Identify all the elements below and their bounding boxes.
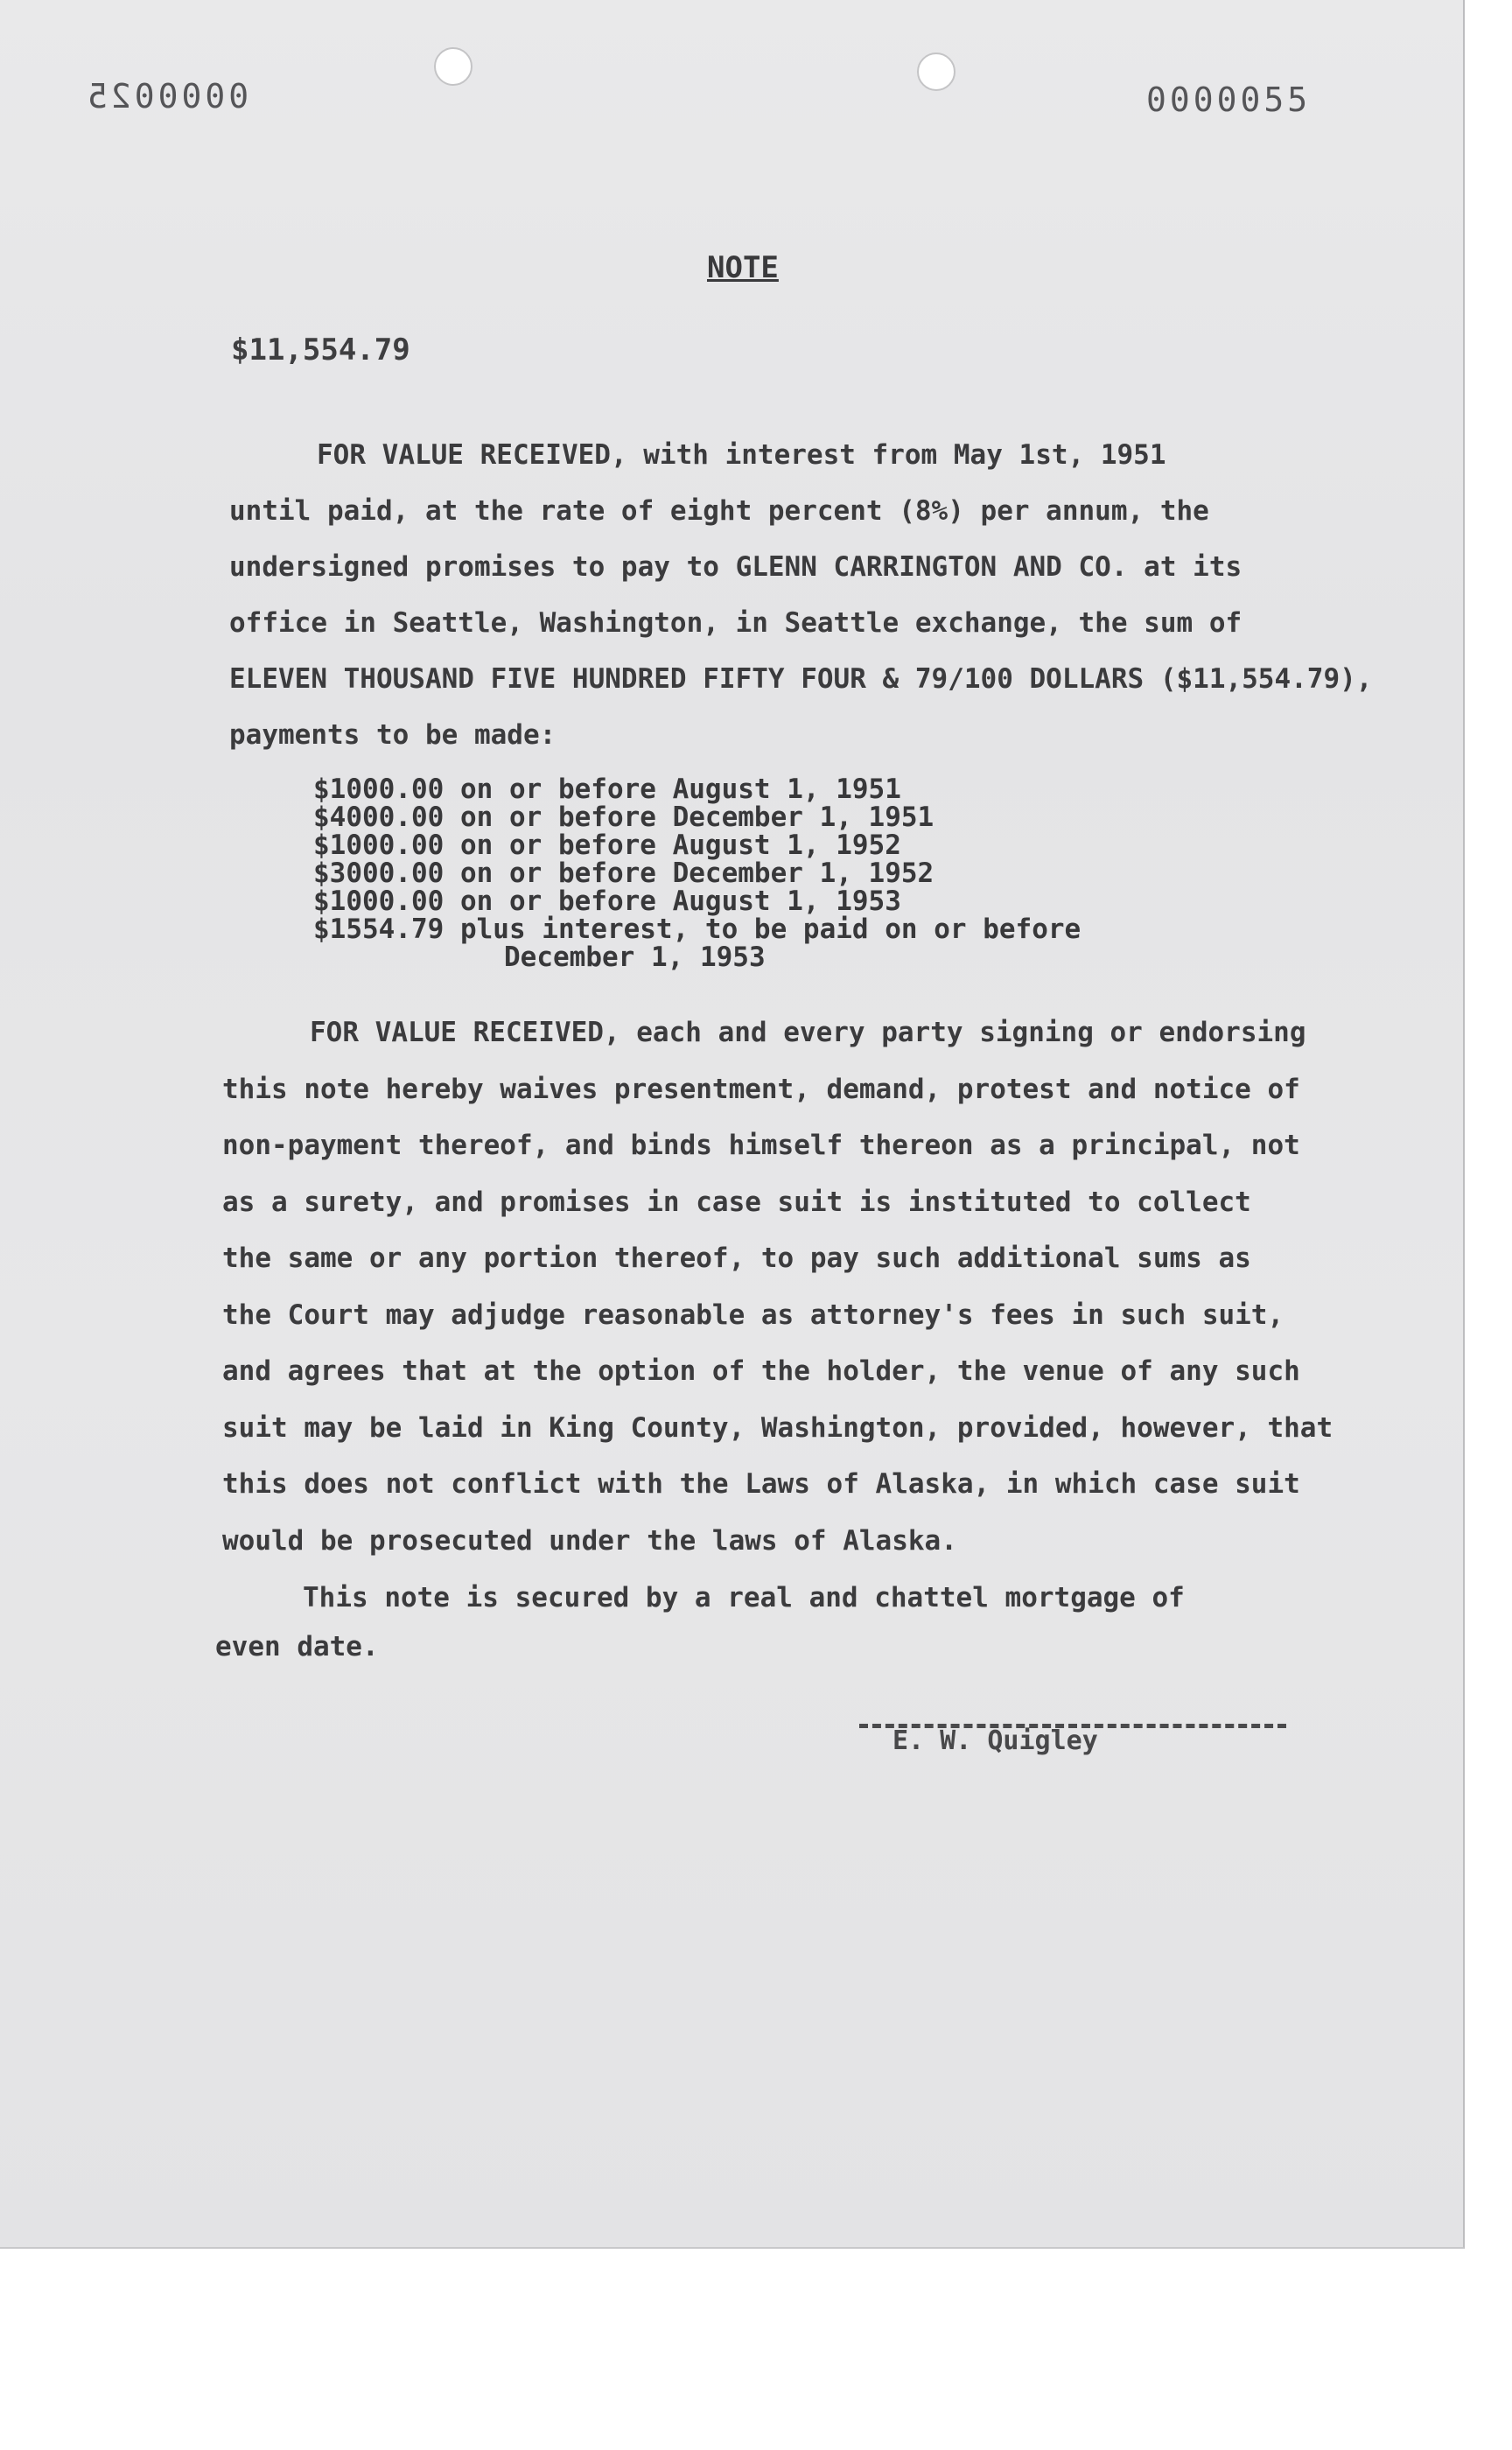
text-line: the Court may adjudge reasonable as attorney's fees in such suit,	[222, 1298, 1284, 1331]
text-line: payments to be made:	[229, 719, 556, 751]
text-line: and agrees that at the option of the holder, the venue of any such	[222, 1355, 1300, 1387]
punch-hole-icon	[434, 47, 472, 86]
text-line: FOR VALUE RECEIVED, each and every party signing or endorsing	[310, 1017, 1306, 1048]
text-line: even date.	[215, 1631, 379, 1662]
text-line: as a surety, and promises in case suit is instituted to collect	[222, 1186, 1251, 1218]
text-line: FOR VALUE RECEIVED, with interest from May 1st, 1951	[317, 439, 1166, 471]
text-line: undersigned promises to pay to GLENN CARRINGTON AND CO. at its	[229, 551, 1242, 583]
page-stamp-right: 0000055	[1146, 80, 1312, 119]
text-line: non-payment thereof, and binds himself thereon as a principal, not	[222, 1130, 1300, 1161]
text-line: this does not conflict with the Laws of Alaska, in which case suit	[222, 1468, 1300, 1500]
text-line: office in Seattle, Washington, in Seattle exchange, the sum of	[229, 607, 1242, 639]
document-title: NOTE	[707, 250, 779, 285]
payment-row: $1000.00 on or before August 1, 1953	[313, 886, 901, 917]
payment-schedule	[313, 775, 1081, 971]
payment-row: $3000.00 on or before December 1, 1952	[313, 858, 934, 889]
paragraph-waiver	[222, 1004, 1333, 1569]
text-line: would be prosecuted under the laws of Alaska.	[222, 1524, 957, 1557]
signature-name: E. W. Quigley	[892, 1726, 1098, 1756]
payment-row: $1554.79 plus interest, to be paid on or before	[313, 914, 1082, 945]
text-line: suit may be laid in King County, Washington, provided, however, that	[222, 1411, 1334, 1444]
paragraph-security	[215, 1573, 1185, 1671]
text-line: until paid, at the rate of eight percent (8%) per annum, the	[229, 495, 1209, 527]
text-line: the same or any portion thereof, to pay such additional sums as	[222, 1242, 1251, 1274]
note-amount: $11,554.79	[231, 332, 410, 368]
page-stamp-left: 0000025	[84, 77, 249, 116]
payment-row: $1000.00 on or before August 1, 1951	[313, 774, 901, 805]
text-line: this note hereby waives presentment, demand, protest and notice of	[222, 1073, 1300, 1105]
payment-row-continuation: December 1, 1953	[504, 942, 766, 973]
text-line: ELEVEN THOUSAND FIVE HUNDRED FIFTY FOUR & 79/100 DOLLARS ($11,554.79),	[229, 663, 1373, 695]
text-line: This note is secured by a real and chattel mortgage of	[303, 1582, 1185, 1614]
payment-row: $4000.00 on or before December 1, 1951	[313, 802, 934, 833]
payment-row: $1000.00 on or before August 1, 1952	[313, 830, 901, 861]
paragraph-terms	[229, 427, 1372, 763]
punch-hole-icon	[917, 52, 956, 91]
